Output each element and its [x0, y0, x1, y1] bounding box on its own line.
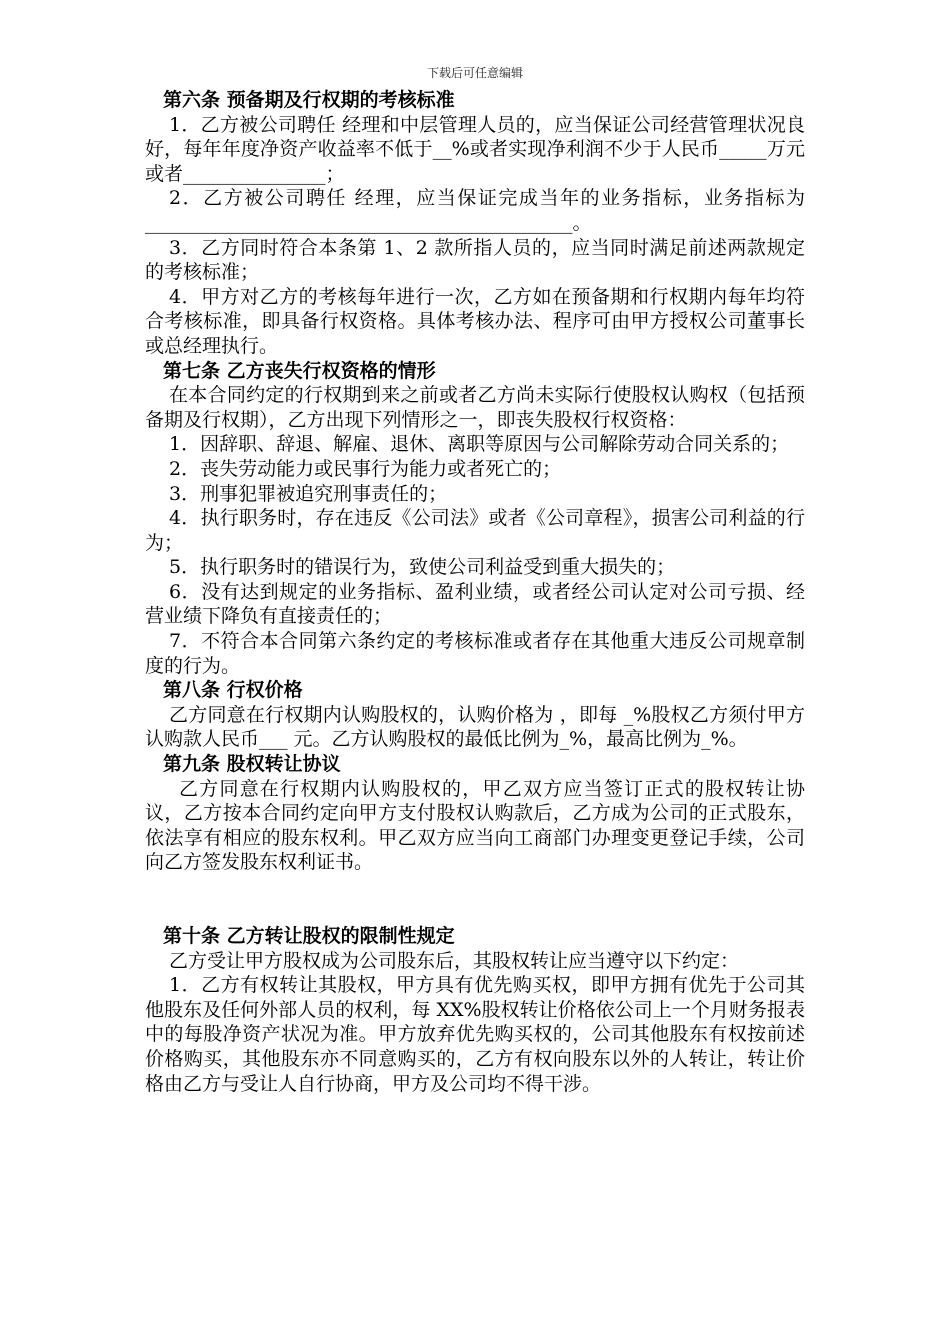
page-header: 下载后可任意编辑: [426, 66, 523, 80]
article-9: [145, 752, 805, 875]
article-7-item-5: 5．执行职务时的错误行为，致使公司利益受到重大损失的；: [169, 556, 676, 579]
article-10-item-1: 1．乙方有权转让其股权，甲方具有优先购买权，即甲方拥有优先于公司其他股东及任何外部人员的权利，每 XX%股权转让价格依公司上一个月财务报表中的每股净资产状况为准。甲方放弃优先购买权的，公司其他股东有权按前述价格购买，其他股东亦不同意购买的，乙方有权向股东以外的人转让，转让价格由乙方与受让人自行协商，甲方及公司均不得干涉。: [145, 974, 805, 1095]
article-7-item-2: 2．丧失劳动能力或民事行为能力或者死亡的；: [169, 457, 562, 480]
article-6-title: 第六条 预备期及行权期的考核标准: [163, 89, 455, 111]
article-7-intro: 在本合同约定的行权期到来之前或者乙方尚未实际行使股权认购权（包括预备期及行权期），乙方出现下列情形之一，即丧失股权行权资格：: [145, 384, 805, 431]
article-9-body: 乙方同意在行权期内认购股权的，甲乙双方应当签订正式的股权转让协议，乙方按本合同约定向甲方支付股权认购款后，乙方成为公司的正式股东，依法享有相应的股东权利。甲乙双方应当向工商部门办理变更登记手续，公司向乙方签发股东权利证书。: [145, 777, 805, 874]
article-6: [145, 88, 805, 359]
article-10-title: 第十条 乙方转让股权的限制性规定: [163, 925, 455, 947]
article-6-item-4: 4．甲方对乙方的考核每年进行一次，乙方如在预备期和行权期内每年均符合考核标准，即具备行权资格。具体考核办法、程序可由甲方授权公司董事长或总经理执行。: [145, 285, 805, 357]
article-6-item-3: 3．乙方同时符合本条第 1、2 款所指人员的，应当同时满足前述两款规定的考核标准；: [145, 236, 805, 284]
article-8-title: 第八条 行权价格: [163, 679, 303, 702]
article-7-item-1: 1．因辞职、辞退、解雇、退休、离职等原因与公司解除劳动合同关系的；: [169, 433, 790, 456]
article-9-title: 第九条 股权转让协议: [163, 753, 341, 776]
article-10: [145, 924, 805, 1096]
article-7-item-6: 6．没有达到规定的业务指标、盈利业绩，或者经公司认定对公司亏损、经营业绩下降负有直接责任的；: [145, 580, 805, 628]
blank-spacer: [145, 875, 805, 924]
article-6-item-1: 1．乙方被公司聘任 经理和中层管理人员的，应当保证公司经营管理状况良好，每年年度净资产收益率不低于__%或者实现净利润不少于人民币_____万元或者_______________；: [145, 113, 805, 185]
article-6-item-2: 2．乙方被公司聘任 经理，应当保证完成当年的业务指标，业务指标为_____________________________________________。: [145, 187, 805, 234]
article-7-item-7: 7．不符合本合同第六条约定的考核标准或者存在其他重大违反公司规章制度的行为。: [145, 630, 805, 677]
article-7-item-4: 4．执行职务时，存在违反《公司法》或者《公司章程》，损害公司利益的行为；: [145, 507, 805, 554]
article-7-title: 第七条 乙方丧失行权资格的情形: [163, 359, 436, 382]
article-8: [145, 678, 805, 752]
article-7: [145, 359, 805, 679]
article-7-item-3: 3．刑事犯罪被追究刑事责任的；: [169, 482, 448, 505]
document-body: [145, 88, 805, 1096]
article-8-body: 乙方同意在行权期内认购股权的，认购价格为 ，即每 _%股权乙方须付甲方认购款人民币___ 元。乙方认购股权的最低比例为_%，最高比例为_%。: [145, 703, 805, 751]
article-10-intro: 乙方受让甲方股权成为公司股东后，其股权转让应当遵守以下约定：: [169, 949, 740, 972]
